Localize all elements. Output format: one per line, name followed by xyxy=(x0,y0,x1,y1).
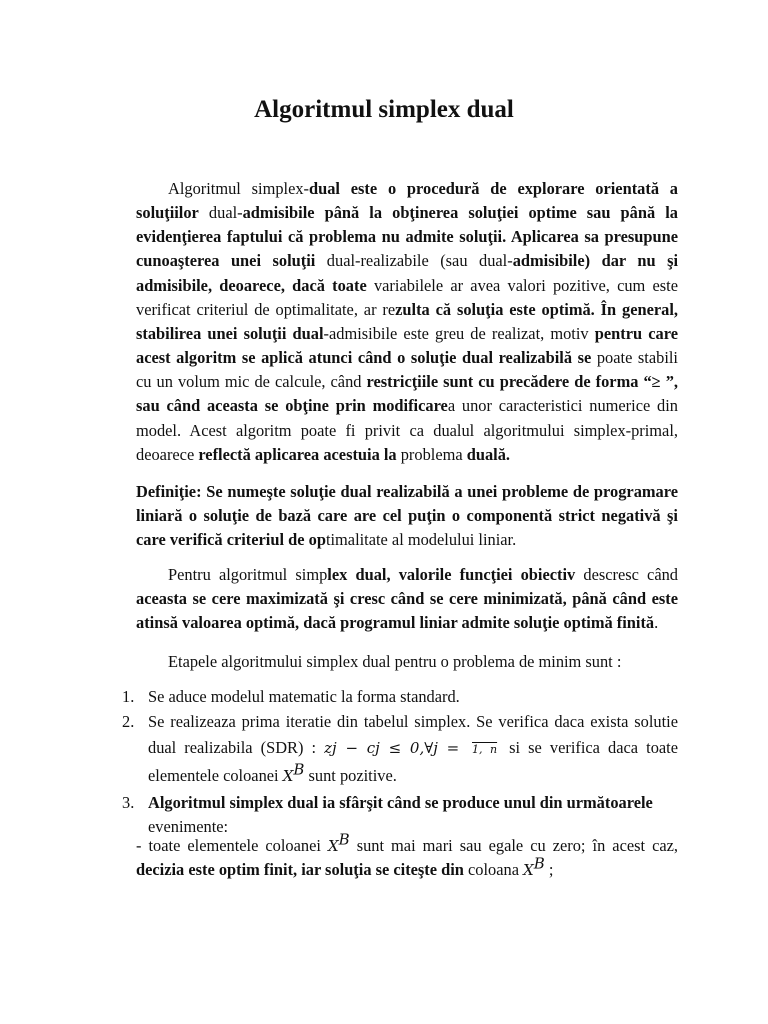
xb-superscript: B xyxy=(533,854,545,873)
bold-run: restricţiile sunt cu precădere de forma “≥ ”, sau când aceasta se obţine prin modificare xyxy=(136,372,678,416)
bold-run: Se numeşte soluţie dual realizabilă a unei probleme de programare liniară o soluţie de bază care are cel puţin o componentă strict negativă şi care verifică criteriul de op xyxy=(136,482,678,549)
list-item xyxy=(122,685,678,709)
list-number: 3. xyxy=(122,793,135,812)
event-item xyxy=(136,830,679,882)
text-run: - toate elementele coloanei xyxy=(136,836,328,855)
text-run: ; xyxy=(544,860,554,879)
xb-symbol: X xyxy=(523,861,534,879)
text-run: coloana xyxy=(463,860,524,879)
list-number: 2. xyxy=(122,712,135,731)
xb-superscript: B xyxy=(293,760,305,779)
bold-run: dual este o procedură de explorare orientată a soluţiilor xyxy=(136,179,678,223)
text-run: problema xyxy=(396,444,467,464)
bold-run: aceasta se cere maximizată şi cresc când se cere minimizată, până când este atinsă valoarea optimă, dacă programul liniar admite soluţie optimă finită xyxy=(136,589,678,632)
xb-symbol: X xyxy=(282,767,294,785)
list-text: si se verifica daca toate elementele coloanei xyxy=(148,738,678,785)
list-text: Se aduce modelul matematic la forma standard. xyxy=(148,687,460,706)
text-run: Algoritmul simplex- xyxy=(168,179,309,198)
definition-label: Definiţie: xyxy=(136,482,202,501)
paragraph-intro xyxy=(136,177,678,467)
bold-run: duală. xyxy=(466,444,510,464)
xb-superscript: B xyxy=(338,830,350,849)
bold-run: decizia este optim finit, iar soluţia se citeşte din xyxy=(136,860,464,879)
optimality-condition: zj − cj ≤ 0,∀j = xyxy=(324,739,469,757)
list-text: sunt pozitive. xyxy=(304,766,397,785)
list-number: 1. xyxy=(122,687,135,706)
index-range: 1, n xyxy=(472,743,498,756)
bold-run: admisibile) dar nu şi admisibile, deoarece, dacă toate xyxy=(136,251,679,295)
text-run: descresc când xyxy=(575,565,678,584)
list-text: Algoritmul simplex dual ia sfârşit când se produce unul din următoarele xyxy=(148,793,653,812)
text-run: a unor caracteristici numerice din model. Acest algoritm poate fi privit ca dualul algoritmului simplex-primal, deoarece xyxy=(136,396,678,464)
list-item xyxy=(122,791,678,839)
paragraph-definition xyxy=(136,480,678,552)
text-run: dual- xyxy=(208,203,243,223)
bold-run: reflectă aplicarea acestuia la xyxy=(198,444,397,464)
paragraph-objective xyxy=(136,563,678,635)
text-run: . xyxy=(654,613,659,632)
text-run: sunt mai mari sau egale cu zero; în acest caz, xyxy=(349,836,679,855)
xb-symbol: X xyxy=(327,837,339,855)
paragraph-steps-intro: Etapele algoritmului simplex dual pentru o problema de minim sunt : xyxy=(168,652,622,671)
steps-list xyxy=(122,685,678,839)
text-run: Pentru algoritmul simp xyxy=(168,565,328,584)
list-item xyxy=(122,709,678,789)
text-run: dual-realizabile (sau dual- xyxy=(315,251,513,271)
bold-run: lex dual, valorile funcţiei obiectiv xyxy=(327,565,576,584)
page-title: Algoritmul simplex dual xyxy=(254,96,514,123)
list-text: Se realizeaza prima iteratie din tabelul simplex. Se verifica daca exista solutie dual realizabila (SDR) : xyxy=(148,712,678,757)
text-run: variabilele ar avea valori pozitive, cum este verificat criteriul de optimalitate, ar re xyxy=(136,275,678,319)
text-run: timalitate al modelului liniar. xyxy=(325,530,517,549)
bold-run: admisibile până la obţinerea soluţiei optime sau până la evidenţierea faptului că problema nu admite soluţii. Aplicarea sa presupune cunoaşterea unei soluţii xyxy=(136,203,678,271)
text-run: -admisibile este greu de realizat, motiv xyxy=(323,323,595,343)
bold-run: zulta că soluţia este optimă. În general, stabilirea unei soluţii dual xyxy=(136,299,678,343)
bold-run: pentru care acest algoritm se aplică atunci când o soluţie dual realizabilă se xyxy=(136,323,678,368)
list-text: evenimente: xyxy=(148,817,229,836)
text-run: poate stabili cu un volum mic de calcule, când xyxy=(136,348,678,392)
